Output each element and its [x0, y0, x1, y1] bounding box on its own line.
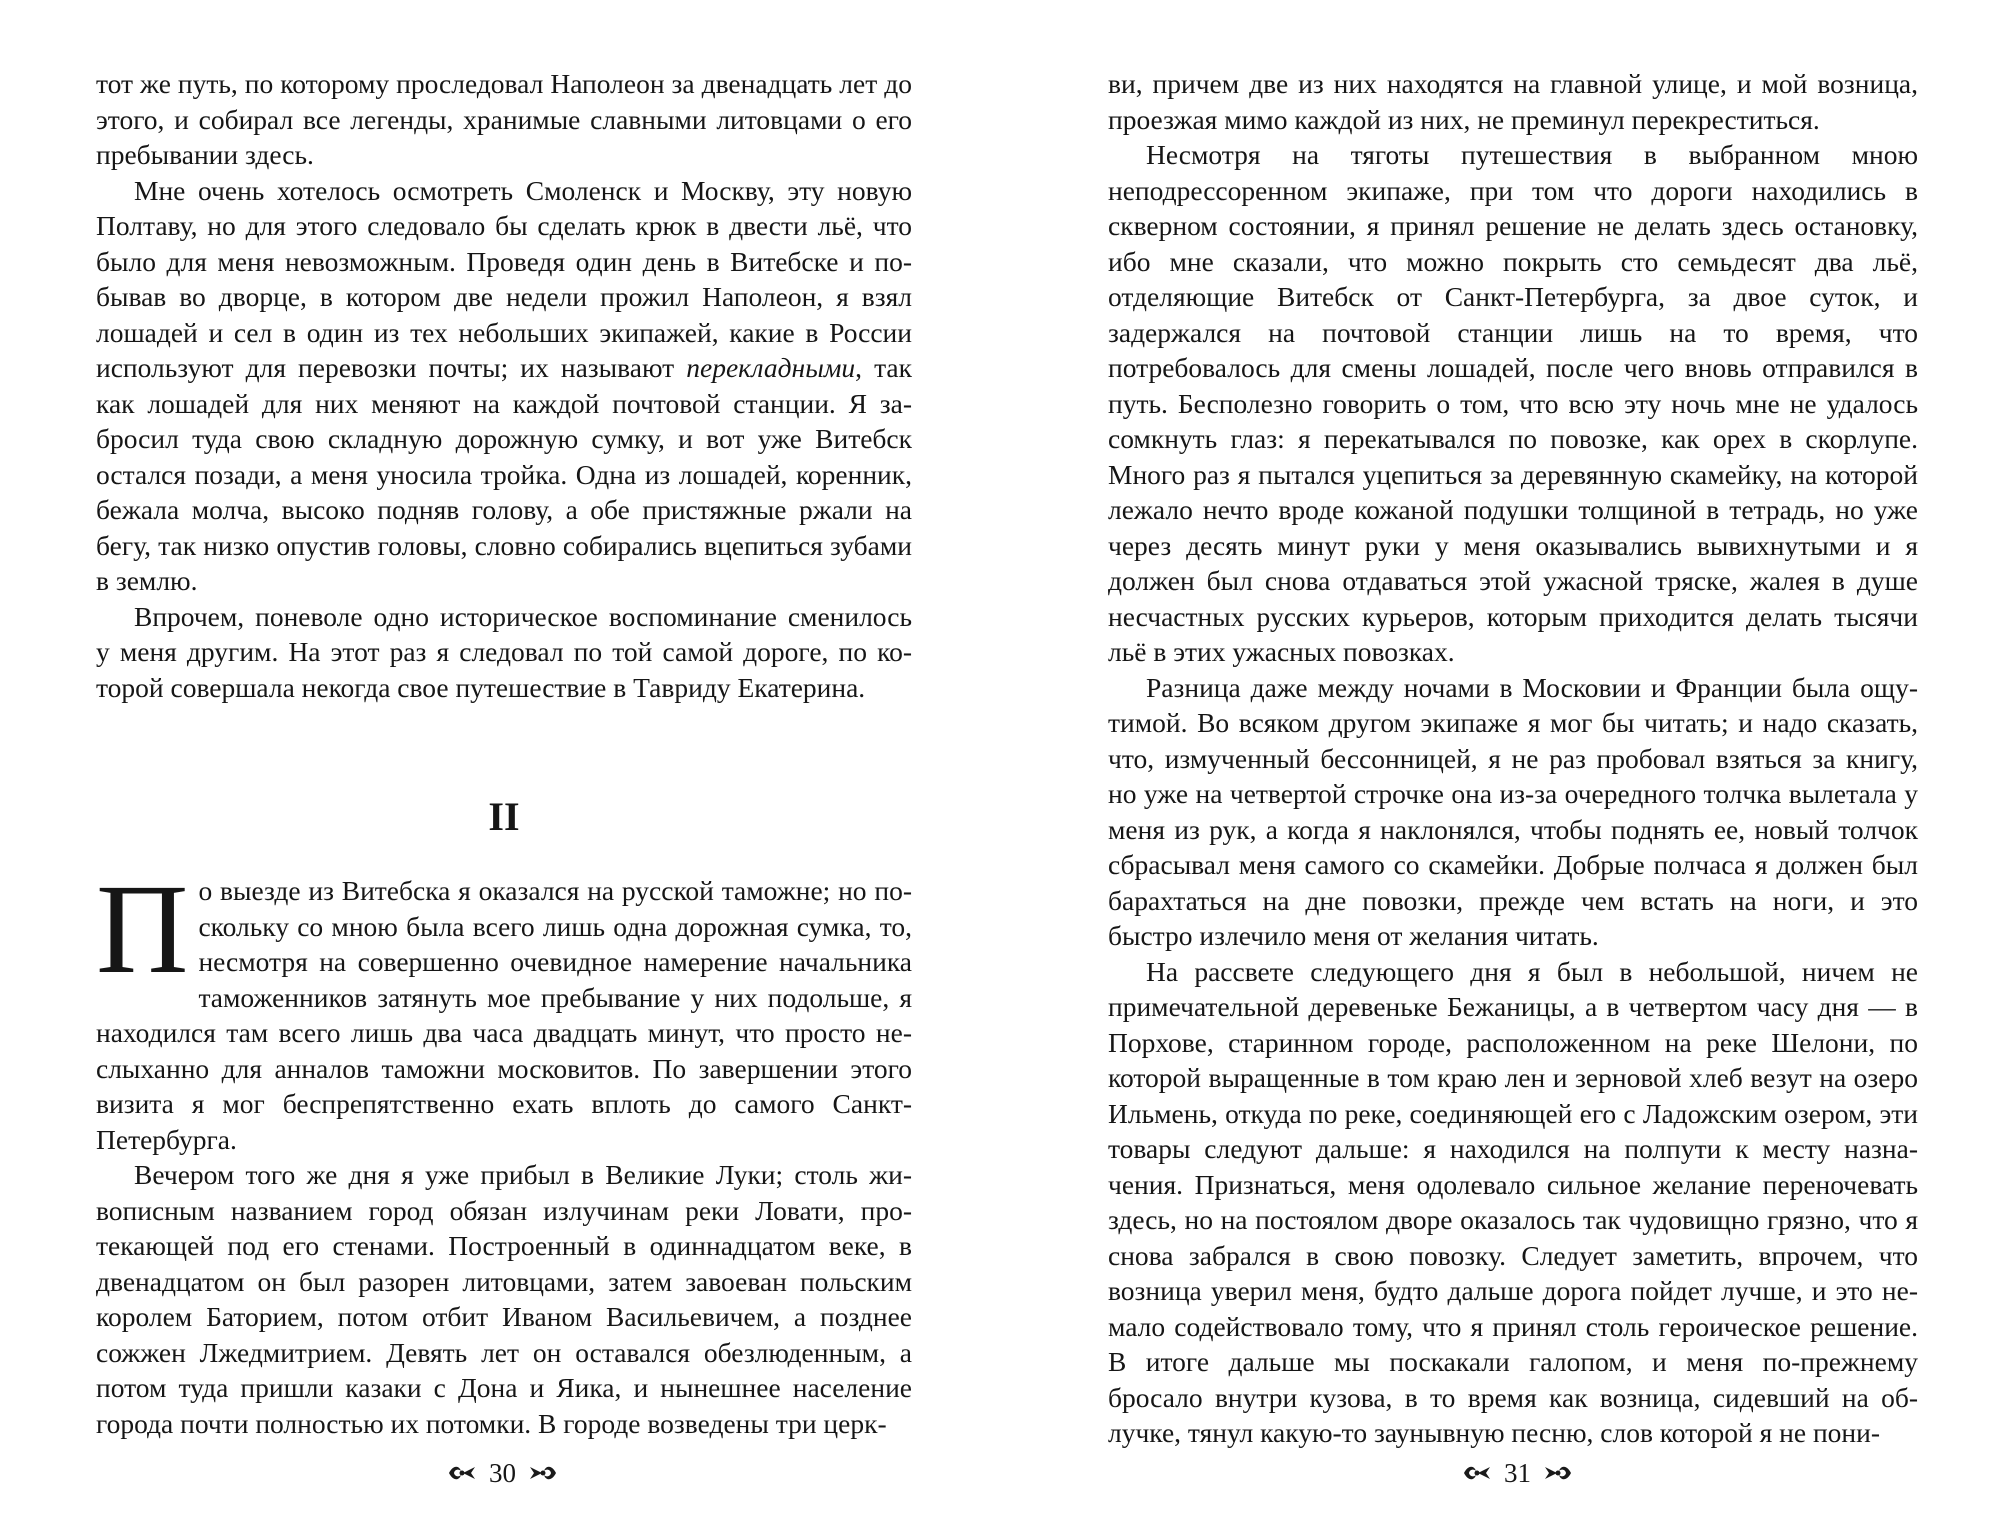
fleuron-right-icon: [526, 1456, 560, 1490]
left-paragraph-2: [96, 173, 912, 599]
fleuron-right-icon: [1541, 1456, 1575, 1490]
chapter-heading: II: [488, 794, 520, 839]
right-paragraph-2: Несмотря на тяготы путешествия в выбранном мною неподрессоренном экипаже, при том что дороги находились в скверном состоянии, я принял решение не делать здесь остановку, ибо мне сказали, что можно покрыть сто семьдесят два льё, отделяющие Витебск от Санкт-Петербурга, за двое суток, и задержался на почтовой станции лишь на то время, что потребовалось для смены лошадей, после чего вновь отправился в путь. Бесполезно говорить о том, что всю эту ночь мне не удалось сомкнуть глаз: я перекатывался по повозке, как орех в скорлупе. Много раз я пытался уцепиться за деревянную скамейку, на которой лежало нечто вроде кожаной подушки толщиной в тетрадь, но уже через десять минут руки у меня оказывались вывихнутыми и я должен был снова отдаваться этой ужасной тряске, жалея в душе несчастных русских курьеров, которым приходится делать тысячи льё в этих ужасных повозках.: [1108, 139, 1918, 667]
left-page: [96, 66, 912, 1441]
fleuron-left-icon: [1460, 1456, 1494, 1490]
left-paragraph-4-text: о выезде из Витебска я оказался на русской таможне; но поскольку со мною была всего лишь одна дорожная сумка, то, несмотря на совершенно очевидное намерение начальника таможенников затянуть мое пребывание у них подольше, я находился там всего лишь два часа двадцать минут, что просто неслыханно для анналов таможни московитов. По завершении этого визита я мог беспрепятственно ехать вплоть до самого Санкт-Петербурга.: [96, 875, 912, 1155]
fleuron-left-icon: [445, 1456, 479, 1490]
right-paragraph-1: ви, причем две из них находятся на главной улице, и мой возница, проезжая мимо каждой из них, не преминул перекреститься.: [1108, 68, 1918, 135]
folio-left: [445, 1456, 560, 1490]
left-paragraph-3: Впрочем, поневоле одно историческое воспоминание сменилось у меня другим. На этот раз я следовал по той самой дороге, по которой совершала некогда свое путешествие в Тавриду Екатерина.: [96, 600, 912, 703]
left-paragraph-1: тот же путь, по которому проследовал Наполеон за двенадцать лет до этого, и собирал все легенды, хранимые славными литовцами о его пребывании здесь.: [96, 68, 912, 170]
left-paragraph-2-italic: перекладными: [686, 352, 856, 383]
page-number-left: 30: [489, 1457, 516, 1488]
right-paragraph-4: На рассвете следующего дня я был в небольшой, ничем не примечательной деревеньке Бежаницы, а в четвертом часу дня — в Порхове, старинном городе, расположенном на реке Шелони, по которой выращенные в том краю лен и зерновой хлеб везут на озеро Ильмень, откуда по реке, соединяющей его с Ладожским озером, эти товары следуют дальше: я находился на полпути к месту назначения. Признаться, меня одолевало сильное желание переночевать здесь, но на постоялом дворе оказалось так чудовищно грязно, что я снова забрался в свою повозку. Следует заметить, впрочем, что возница уверил меня, будто дальше дорога пойдет лучше, и это немало содействовало тому, что я принял столь героическое решение. В итоге дальше мы поскакали галопом, и меня по-прежнему бросало внутри кузова, в то время как возница, сидевший на облучке, тянул какую-то заунывную песню, слов которой я не пони-: [1108, 955, 1918, 1448]
page-number-right: 31: [1504, 1457, 1531, 1488]
right-paragraph-3: Разница даже между ночами в Московии и Франции была ощутимой. Во всяком другом экипаже я мог бы читать; и надо сказать, что, измученный бессонницей, я не раз пробовал взяться за книгу, но уже на четвертой строчке она из-за очередного толчка вылетала у меня из рук, а когда я наклонялся, чтобы поднять ее, новый толчок сбрасывал меня самого со скамейки. Добрые полчаса я должен был барахтаться на дне повозки, прежде чем встать на ноги, и это быстро излечило меня от желания читать.: [1108, 671, 1918, 951]
right-page: [1108, 66, 1918, 1451]
left-paragraph-5: Вечером того же дня я уже прибыл в Великие Луки; столь живописным названием город обязан излучинам реки Ловати, протекающей под его стенами. Построенный в одиннадцатом веке, в двенадцатом он был разорен литовцами, затем завоеван польским королем Баторием, потом отбит Иваном Васильевичем, а позднее сожжен Лжедмитрием. Девять лет он оставался обезлюденным, а потом туда пришли казаки с Дона и Яика, и нынешнее население города почти полностью их потомки. В городе возведены три церк-: [96, 1159, 912, 1439]
left-paragraph-2-part-b: , так как лошадей для них меняют на каждой почтовой станции. Я забросил туда свою складную дорожную сумку, и вот уже Витебск остался позади, а меня уносила тройка. Одна из лошадей, коренник, бежала молча, высоко подняв голову, а обе пристяжные ржали на бегу, так низко опустив головы, словно собирались вцепиться зубами в землю.: [96, 352, 913, 596]
left-paragraph-2-part-a: Мне очень хотелось осмотреть Смоленск и Москву, эту новую Полтаву, но для этого следовало бы сделать крюк в двести льё, что было для меня невозможным. Проведя один день в Витебске и побывав во дворце, в котором две недели прожил Наполеон, я взял лошадей и сел в один из тех небольших экипажей, какие в России используют для перевозки почты; их называют: [96, 174, 912, 383]
folio-right: [1460, 1456, 1575, 1490]
drop-cap: П: [96, 858, 189, 1000]
left-paragraph-4: [96, 858, 912, 1157]
